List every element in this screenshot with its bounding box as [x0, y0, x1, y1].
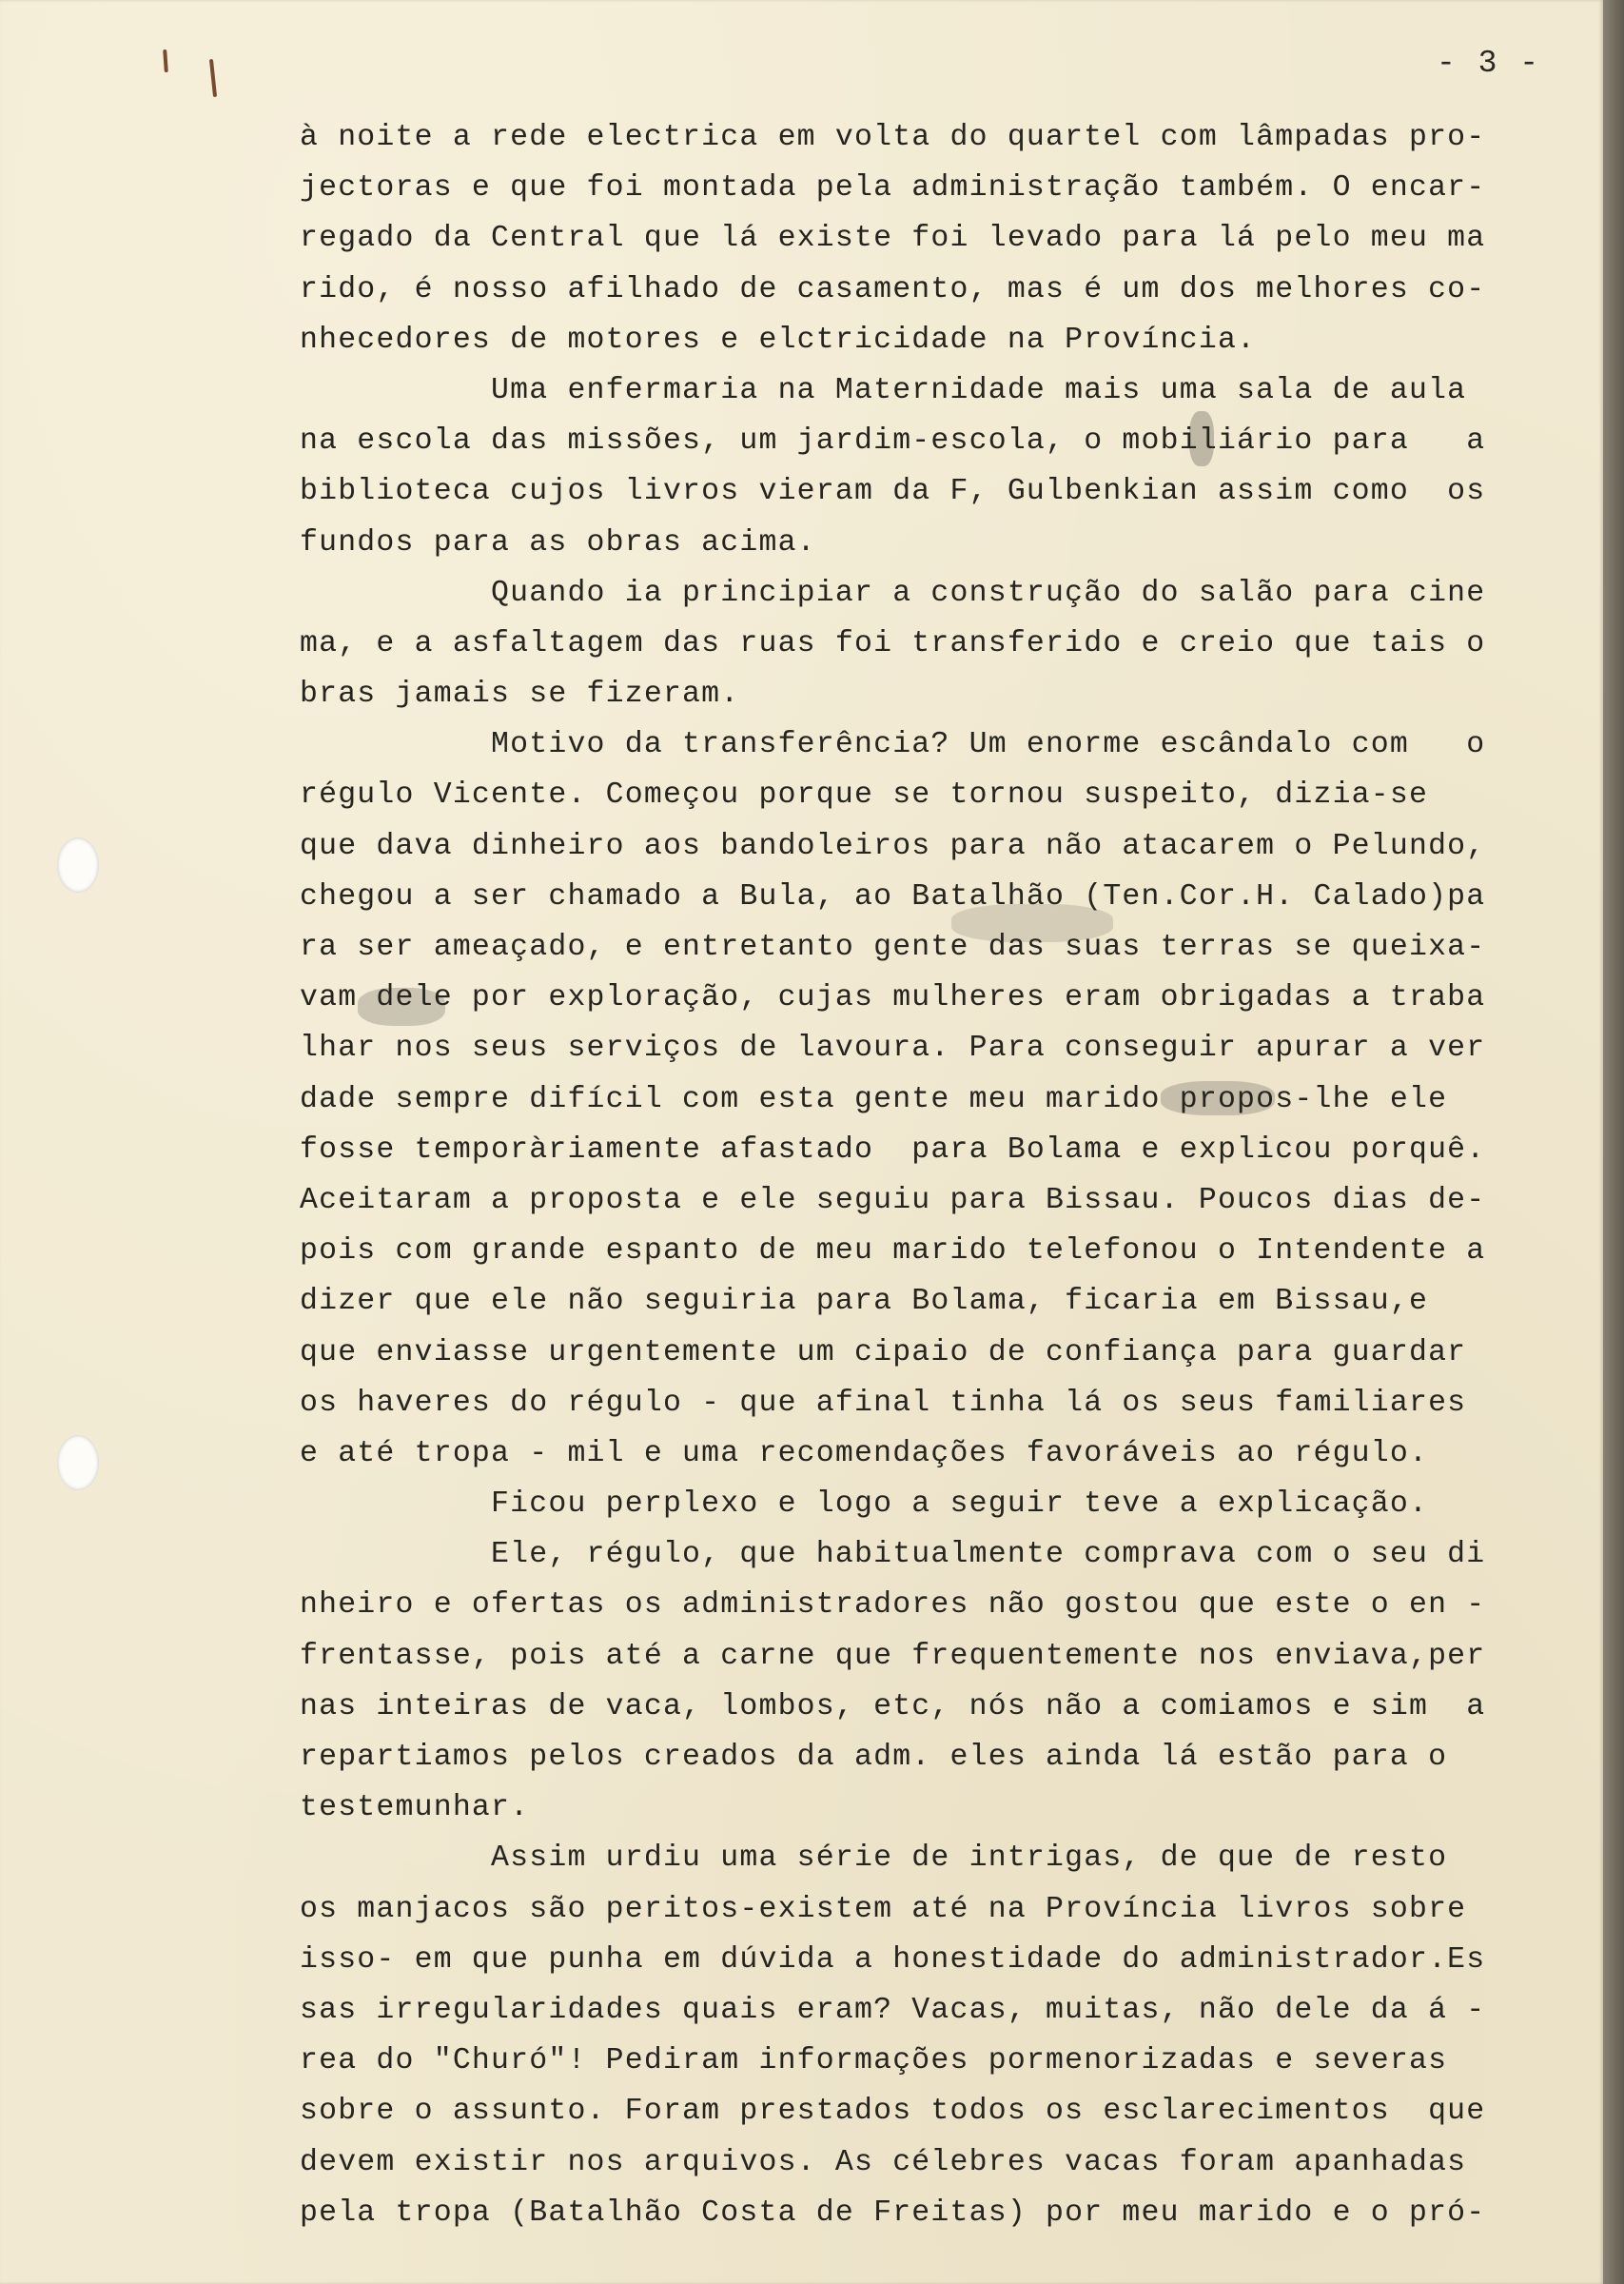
text-line: os manjacos são peritos-existem até na Província livros sobre — [300, 1892, 1467, 1926]
text-line: fundos para as obras acima. — [300, 525, 816, 560]
text-line: vam dele por exploração, cujas mulheres eram obrigadas a traba — [300, 981, 1486, 1015]
text-line: Assim urdiu uma série de intrigas, de que de resto — [300, 1841, 1448, 1876]
text-line: dizer que ele não seguiria para Bolama, ficaria em Bissau,e — [300, 1285, 1429, 1319]
text-line: pois com grande espanto de meu marido telefonou o Intendente a — [300, 1234, 1486, 1269]
text-line: biblioteca cujos livros vieram da F, Gulbenkian assim como os — [300, 475, 1486, 509]
text-line: regado da Central que lá existe foi levado para lá pelo meu ma — [300, 222, 1486, 256]
text-line: ma, e a asfaltagem das ruas foi transferido e creio que tais o — [300, 626, 1486, 660]
text-line: bras jamais se fizeram. — [300, 678, 740, 712]
text-line: na escola das missões, um jardim-escola, o mobiliário para a — [300, 424, 1486, 459]
text-line: régulo Vicente. Começou porque se tornou suspeito, dizia-se — [300, 778, 1429, 813]
text-line: que enviasse urgentemente um cipaio de confiança para guardar — [300, 1335, 1467, 1369]
text-line: Ele, régulo, que habitualmente comprava com o seu di — [300, 1538, 1486, 1572]
text-line: ra ser ameaçado, e entretanto gente das suas terras se queixa- — [300, 931, 1486, 964]
text-line: sas irregularidades quais eram? Vacas, muitas, não dele da á - — [300, 1993, 1486, 2027]
text-line: devem existir nos arquivos. As célebres vacas foram apanhadas — [300, 2145, 1467, 2179]
body-text — [300, 112, 1486, 2238]
punch-hole — [57, 837, 99, 893]
page-number: - 3 - — [1437, 46, 1541, 81]
text-line: que dava dinheiro aos bandoleiros para não atacarem o Pelundo, — [300, 829, 1486, 863]
text-line: à noite a rede electrica em volta do quartel com lâmpadas pro- — [300, 121, 1486, 154]
text-line: dade sempre difícil com esta gente meu marido propos-lhe ele — [300, 1082, 1448, 1116]
text-line: os haveres do régulo - que afinal tinha lá os seus familiares — [300, 1386, 1467, 1420]
text-line: rea do "Churó"! Pediram informações pormenorizadas e severas — [300, 2044, 1448, 2078]
text-line: repartiamos pelos creados da adm. eles ainda lá estão para o — [300, 1741, 1448, 1774]
punch-hole — [57, 1435, 99, 1490]
text-line: Uma enfermaria na Maternidade mais uma sala de aula — [300, 373, 1467, 407]
text-line: isso- em que punha em dúvida a honestidade do administrador.Es — [300, 1942, 1486, 1977]
text-line: jectoras e que foi montada pela administração também. O encar- — [300, 171, 1486, 206]
text-line: frentasse, pois até a carne que frequentemente nos enviava,per — [300, 1639, 1486, 1673]
text-line: Aceitaram a proposta e ele seguiu para Bissau. Poucos dias de- — [300, 1183, 1486, 1217]
ink-mark — [163, 49, 168, 72]
text-line: e até tropa - mil e uma recomendações favoráveis ao régulo. — [300, 1436, 1429, 1470]
text-line: nhecedores de motores e elctricidade na Província. — [300, 323, 1257, 357]
ink-mark — [209, 59, 217, 97]
text-line: sobre o assunto. Foram prestados todos os esclarecimentos que — [300, 2095, 1486, 2129]
text-line: fosse temporàriamente afastado para Bolama e explicou porquê. — [300, 1132, 1486, 1167]
text-line: Motivo da transferência? Um enorme escândalo com o — [300, 728, 1486, 762]
text-line: testemunhar. — [300, 1791, 530, 1825]
scan-edge — [1603, 0, 1624, 2284]
text-line: Ficou perplexo e logo a seguir teve a explicação. — [300, 1487, 1429, 1522]
text-line: chegou a ser chamado a Bula, ao Batalhão (Ten.Cor.H. Calado)pa — [300, 879, 1486, 914]
text-line: nheiro e ofertas os administradores não gostou que este o en - — [300, 1588, 1486, 1623]
text-line: lhar nos seus serviços de lavoura. Para conseguir apurar a ver — [300, 1032, 1486, 1066]
text-line: nas inteiras de vaca, lombos, etc, nós não a comiamos e sim a — [300, 1689, 1486, 1723]
text-line: Quando ia principiar a construção do salão para cine — [300, 576, 1486, 610]
text-line: rido, é nosso afilhado de casamento, mas é um dos melhores co- — [300, 272, 1486, 306]
text-line: pela tropa (Batalhão Costa de Freitas) por meu marido e o pró- — [300, 2195, 1486, 2230]
